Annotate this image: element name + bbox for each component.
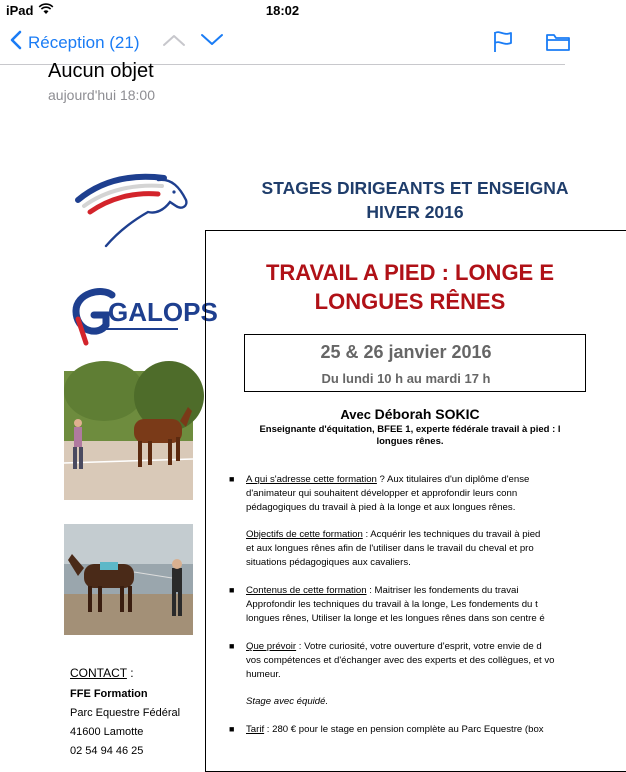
status-bar <box>0 0 565 22</box>
contact-phone[interactable]: 02 54 94 46 25 <box>70 745 144 757</box>
bullet-4: ■ <box>229 724 235 734</box>
paragraph-bring: Que prévoir : Votre curiosité, votre ouverture d'esprit, votre envie de d vos compétences et d'échanger avec des experts et des collègues, et vo humeur. <box>246 641 555 680</box>
date-box <box>244 334 586 392</box>
instructor-line <box>205 406 615 422</box>
course-title-line-1: TRAVAIL A PIED : LONGE E <box>265 260 555 285</box>
bullet-2: ■ <box>229 585 235 595</box>
back-button-label: Réception (21) <box>28 32 140 52</box>
paragraph-price: Tarif : 280 € pour le stage en pension complète au Parc Equestre (box <box>246 724 544 735</box>
contents-label: Contenus de cette formation <box>246 585 367 596</box>
course-title <box>205 258 615 316</box>
back-button[interactable] <box>10 30 140 55</box>
paragraph-equine: Stage avec équidé. <box>246 696 329 707</box>
instructor-prefix: Avec <box>340 407 375 422</box>
nav-bar <box>0 22 565 65</box>
headline-line-2: HIVER 2016 <box>366 202 464 222</box>
bring-label: Que prévoir <box>246 641 297 652</box>
previous-message-button[interactable] <box>162 32 186 53</box>
galops-logo <box>72 285 218 354</box>
galops-logo-text: GALOPS <box>108 297 218 327</box>
course-title-line-2: LONGUES RÊNES <box>314 289 506 314</box>
course-dates: 25 & 26 janvier 2016 <box>320 342 492 362</box>
bullet-1: ■ <box>229 474 235 484</box>
price-label: Tarif <box>246 724 265 735</box>
bullet-3: ■ <box>229 641 235 651</box>
flag-icon <box>492 41 514 58</box>
credentials-line-2: longues rênes. <box>376 436 444 447</box>
instructor-name: Déborah SOKIC <box>374 406 480 422</box>
paragraph-audience: A qui s'adresse cette formation ? Aux titulaires d'un diplôme d'ense d'animateur qui souhaitent développer et approfondir leurs conn pédagogiques du travail à pied à la longe et aux longues rênes. <box>246 474 530 513</box>
paragraph-contents: Contenus de cette formation : Maitriser les fondements du travai Approfondir les techniques du travail à la longe, Les fondements du t longues rênes, Utiliser la longe et les longues rênes dans son centre é <box>246 585 545 624</box>
photo-lunge-arena <box>64 371 193 500</box>
photo-long-reins <box>64 524 193 635</box>
audience-label: A qui s'adresse cette formation <box>246 474 377 485</box>
instructor-credentials <box>205 424 615 448</box>
paragraph-objectives: Objectifs de cette formation : Acquérir les techniques du travail à pied et aux longues rênes afin de l'utiliser dans le travail du cheval et pro situations pédagogiques aux cavaliers. <box>246 529 541 568</box>
next-message-button[interactable] <box>200 32 224 53</box>
flag-button[interactable] <box>492 30 514 59</box>
contact-label: CONTACT : <box>70 666 134 680</box>
credentials-line-1: Enseignante d'équitation, BFEE 1, experte fédérale travail à pied : l <box>259 424 561 435</box>
device-label: iPad <box>6 3 34 18</box>
clock: 18:02 <box>265 3 300 18</box>
course-schedule: Du lundi 10 h au mardi 17 h <box>321 371 491 386</box>
folder-icon <box>545 39 569 56</box>
chevron-left-icon <box>10 30 28 55</box>
ffe-logo <box>72 170 192 253</box>
chevron-down-icon <box>200 35 224 52</box>
contact-address-2: 41600 Lamotte <box>70 726 144 738</box>
headline-line-1: STAGES DIRIGEANTS ET ENSEIGNA <box>261 178 569 198</box>
move-folder-button[interactable] <box>545 32 569 57</box>
contact-block <box>70 664 180 761</box>
email-headline <box>205 176 625 224</box>
contact-org: FFE Formation <box>70 688 148 700</box>
chevron-up-icon <box>162 35 186 52</box>
objectives-label: Objectifs de cette formation <box>246 529 363 540</box>
message-subject: Aucun objet <box>48 60 154 82</box>
message-date: aujourd'hui 18:00 <box>48 87 155 103</box>
contact-address-1: Parc Equestre Fédéral <box>70 707 181 719</box>
